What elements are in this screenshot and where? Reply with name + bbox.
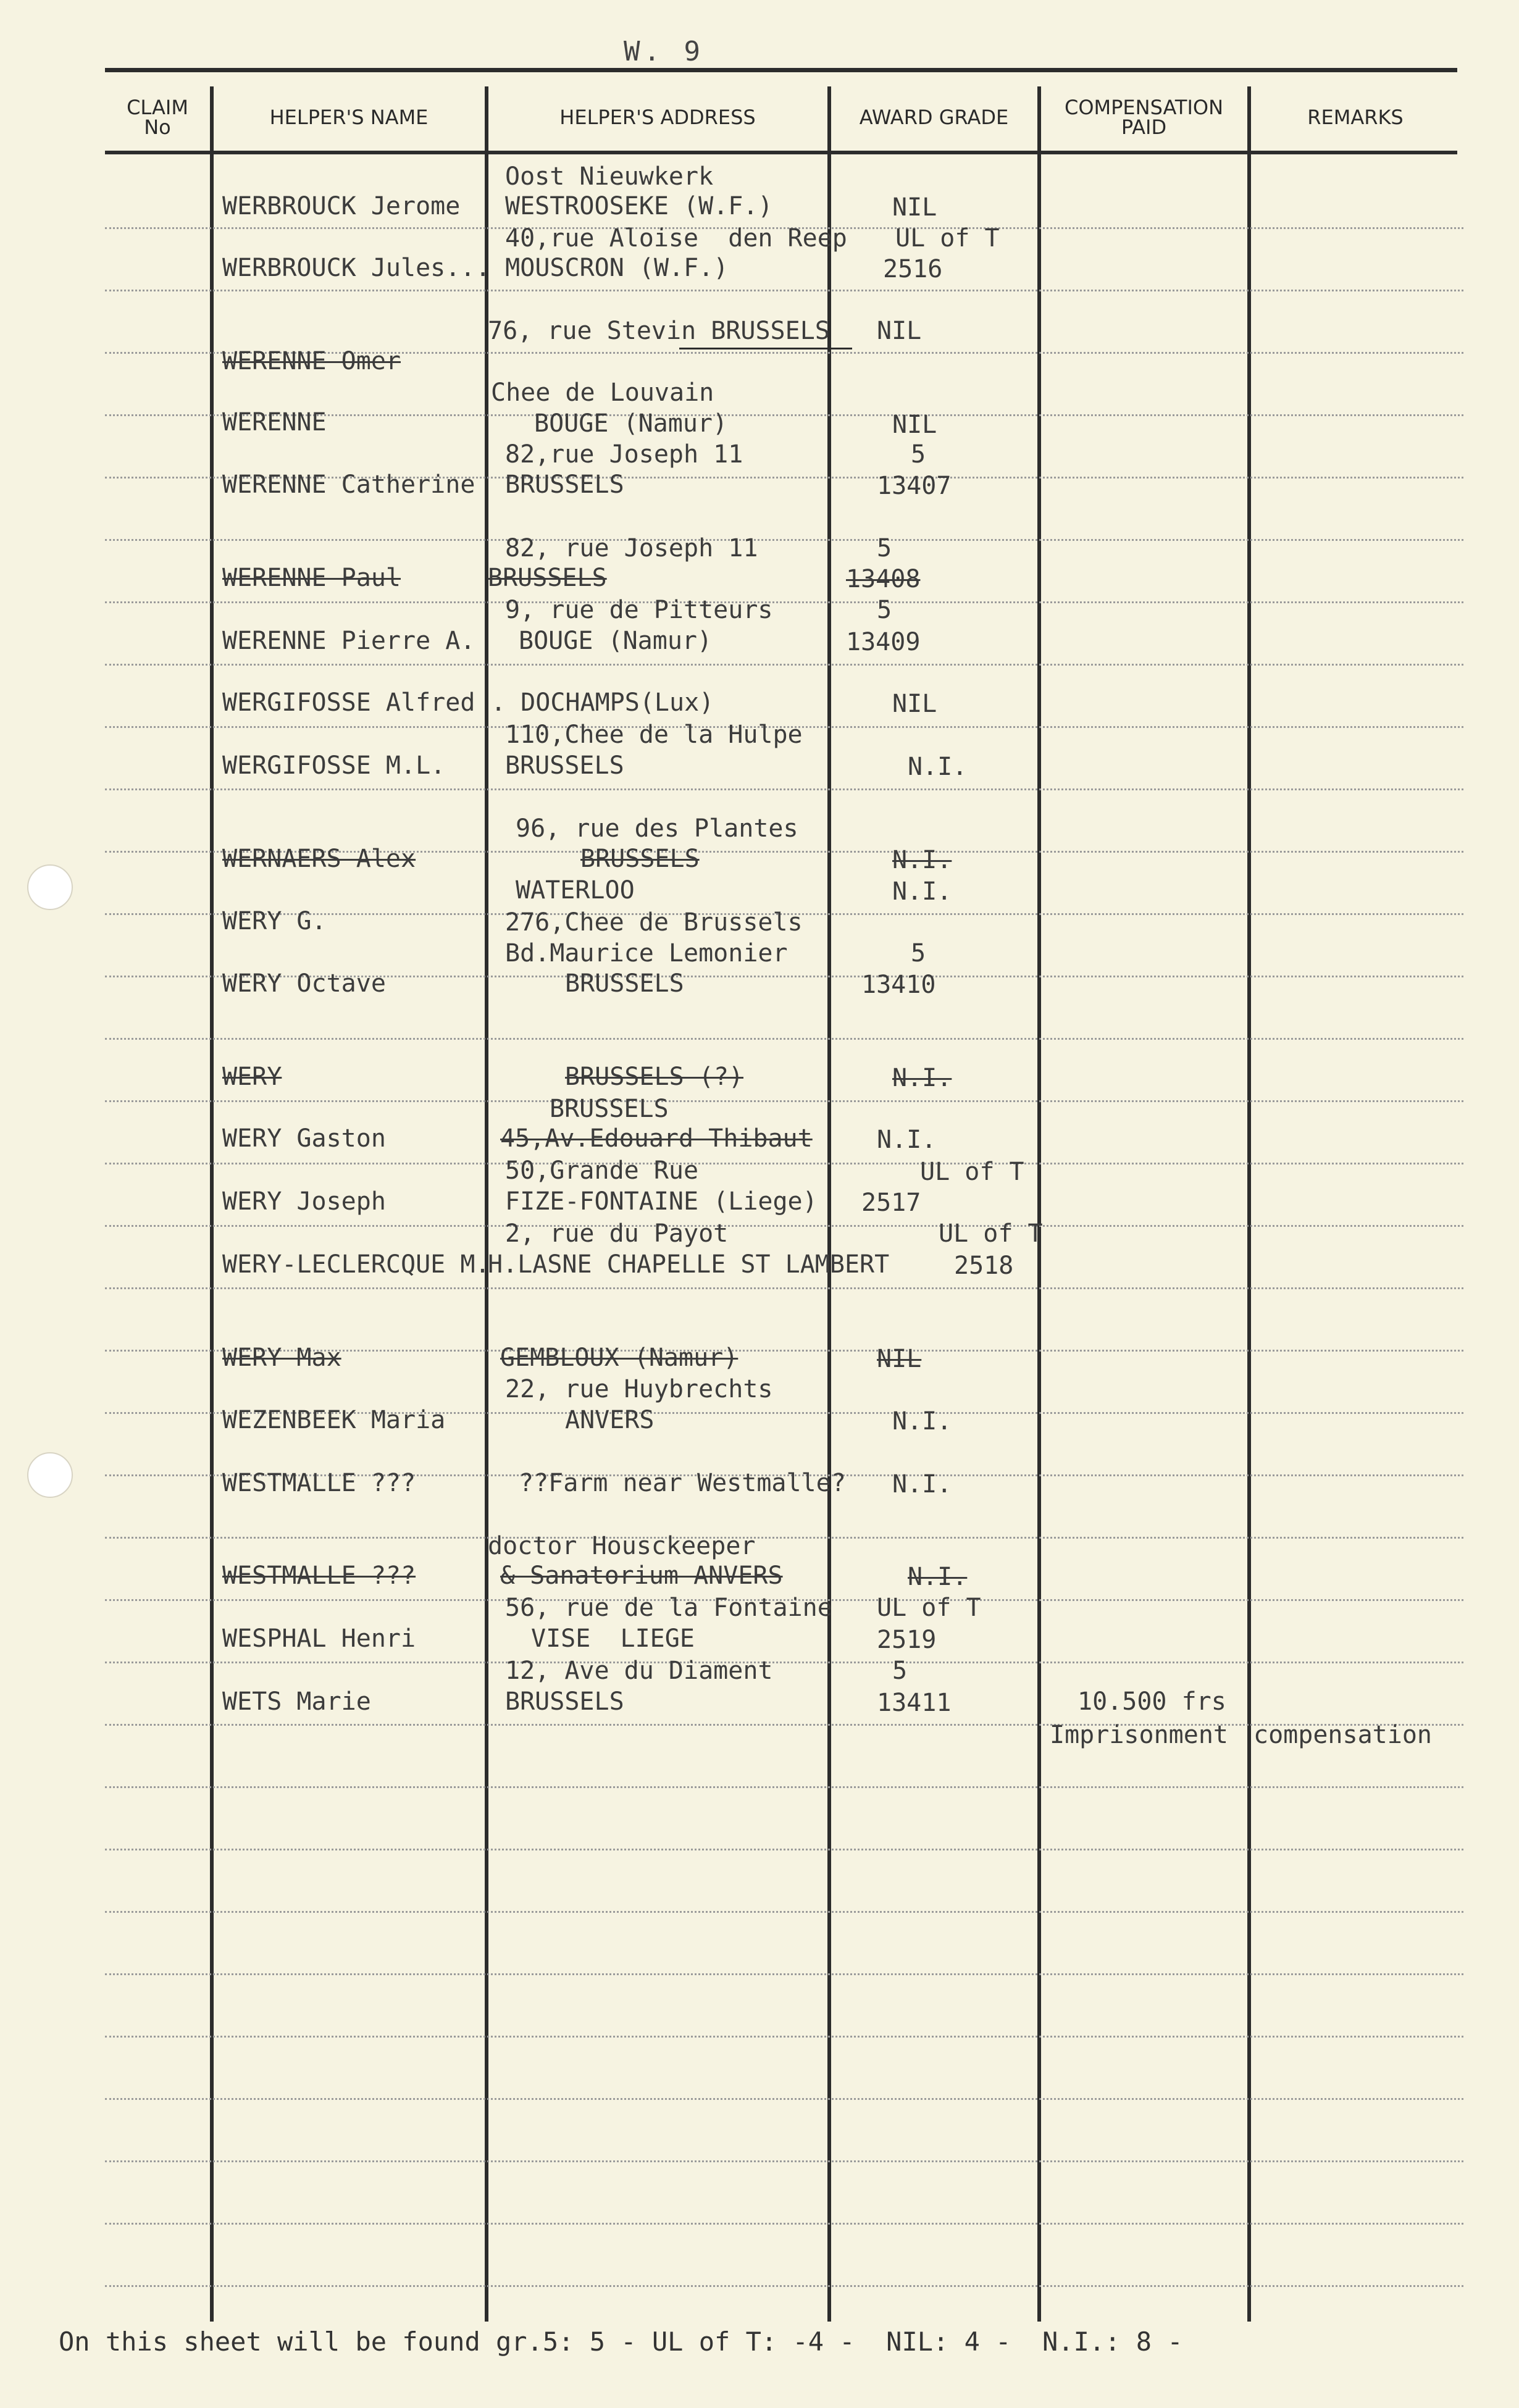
- award-grade-line2: N.I.: [908, 1563, 968, 1591]
- helper-name: WERENNE Paul: [222, 564, 401, 592]
- helper-name: WEZENBEEK Maria: [222, 1406, 446, 1434]
- row-guide-line: [105, 1287, 1463, 1289]
- helper-name: WERGIFOSSE M.L.: [222, 751, 446, 780]
- row-guide-line: [105, 1786, 1463, 1788]
- helper-address-line2: . MOUSCRON (W.F.): [475, 254, 729, 282]
- top-rule: [105, 68, 1457, 72]
- helper-address-line2: BRUSSELS (?): [565, 1063, 743, 1091]
- award-grade-line2: N.I.: [877, 1126, 937, 1154]
- helper-address-line1: 82, rue Joseph 11: [505, 534, 758, 562]
- award-grade-line1: UL of T: [920, 1158, 1024, 1186]
- row-guide-line: [105, 2223, 1463, 2225]
- helper-address-line2: ANVERS: [565, 1406, 655, 1434]
- award-grade-line2: 13408: [846, 565, 921, 593]
- helper-address-line1: BRUSSELS: [550, 1095, 669, 1123]
- column-divider-1: [210, 86, 214, 2322]
- award-grade-line1: UL of T: [895, 224, 1000, 253]
- helper-address-line1: 76, rue Stevin BRUSSELS: [488, 317, 830, 345]
- column-divider-3: [827, 86, 831, 2322]
- helper-address-line1: Oost Nieuwkerk: [505, 162, 714, 191]
- row-guide-line: [105, 1849, 1463, 1850]
- helper-name: WERENNE: [222, 408, 327, 437]
- award-grade-line2: N.I.: [908, 753, 968, 781]
- helper-address-line2: & Sanatorium ANVERS: [500, 1561, 783, 1590]
- helper-name: WESTMALLE ???: [222, 1469, 416, 1497]
- award-grade-line1: UL of T: [939, 1219, 1043, 1248]
- row-guide-line: [105, 539, 1463, 541]
- header-helper-name: HELPER'S NAME: [269, 106, 429, 129]
- award-grade-line1: N.I.: [892, 877, 952, 906]
- row-guide-line: [105, 290, 1463, 291]
- helper-address-line2: . DOCHAMPS(Lux): [491, 688, 714, 717]
- helper-name: WERENNE Omer: [222, 347, 401, 375]
- award-grade-line2: N.I.: [892, 1407, 952, 1436]
- helper-address-line1: 22, rue Huybrechts: [505, 1375, 773, 1403]
- helper-address-line1: doctor Housckeeper: [488, 1532, 756, 1560]
- column-divider-4: [1037, 86, 1041, 2322]
- helper-name: WERY-LECLERCQUE M.: [222, 1250, 490, 1279]
- helper-name: WERY G.: [222, 907, 327, 935]
- helper-address-line1: 82,rue Joseph 11: [505, 440, 743, 469]
- row-guide-line: [105, 2160, 1463, 2162]
- header-helper-address: HELPER'S ADDRESS: [559, 106, 756, 129]
- award-grade-line2: NIL: [892, 690, 937, 718]
- header-bottom-rule: [105, 151, 1457, 154]
- award-grade-line2: NIL: [877, 1345, 922, 1373]
- helper-address-line2: BRUSSELS: [580, 845, 700, 873]
- helper-name: WERNAERS Alex: [222, 845, 416, 873]
- helper-name: WESTMALLE ???: [222, 1561, 416, 1590]
- row-guide-line: [105, 1225, 1463, 1227]
- helper-address-line2: BRUSSELS: [565, 969, 684, 998]
- helper-address-line2: BRUSSELS: [505, 470, 624, 499]
- award-grade-line2: N.I.: [892, 1470, 952, 1499]
- header-award-grade: AWARD GRADE: [859, 106, 1009, 129]
- row-guide-line: [105, 2036, 1463, 2038]
- remarks-text: compensation: [1253, 1721, 1432, 1749]
- helper-address-line2: 276,Chee de Brussels: [505, 908, 803, 937]
- helper-address-line2: BRUSSELS: [505, 1687, 624, 1716]
- row-guide-line: [105, 2098, 1463, 2100]
- row-guide-line: [105, 1911, 1463, 1913]
- row-guide-line: [105, 664, 1463, 666]
- award-grade-line2: 13407: [877, 472, 952, 500]
- award-grade-line2: NIL: [892, 193, 937, 222]
- row-guide-line: [105, 1662, 1463, 1663]
- helper-name: WESPHAL Henri: [222, 1624, 416, 1653]
- row-guide-line: [105, 1038, 1463, 1040]
- compensation-reason: Imprisonment: [1050, 1721, 1228, 1749]
- award-grade-line2: 2516: [883, 255, 943, 283]
- helper-address-line2: BRUSSELS: [488, 564, 607, 592]
- helper-name: WERBROUCK Jules..: [222, 254, 475, 282]
- helper-address-line2: ??Farm near Westmalle?: [519, 1469, 846, 1497]
- helper-name: WERENNE Catherine: [222, 470, 475, 499]
- sheet-summary-footer: On this sheet will be found gr.5: 5 - UL of T: -4 - NIL: 4 - N.I.: 8 -: [59, 2326, 1183, 2357]
- helper-address-line1: 56, rue de la Fontaine: [505, 1594, 832, 1622]
- page-number: W. 9: [624, 36, 704, 67]
- helper-address-line1: 110,Chee de la Hulpe: [505, 721, 803, 749]
- helper-name: WERGIFOSSE Alfred: [222, 688, 475, 717]
- award-grade-line1: 5: [877, 596, 892, 624]
- award-grade-line1: 5: [911, 440, 926, 469]
- helper-address-line1: 9, rue de Pitteurs: [505, 596, 773, 624]
- helper-address-line2: FIZE-FONTAINE (Liege): [505, 1187, 818, 1216]
- header-remarks: REMARKS: [1307, 106, 1404, 129]
- address-underline: [679, 348, 852, 349]
- award-grade-line1: 5: [911, 939, 926, 968]
- helper-address-line1: WATERLOO: [516, 876, 635, 905]
- helper-address-line2: BOUGE (Namur): [534, 409, 728, 438]
- helper-name: WERY Gaston: [222, 1124, 386, 1153]
- row-guide-line: [105, 1973, 1463, 1975]
- row-guide-line: [105, 1537, 1463, 1539]
- column-divider-5: [1247, 86, 1251, 2322]
- row-guide-line: [105, 788, 1463, 790]
- award-grade-line1: 5: [892, 1657, 908, 1685]
- row-guide-line: [105, 601, 1463, 603]
- award-grade-line2: 2518: [954, 1252, 1014, 1280]
- award-grade-line2: 13411: [877, 1689, 952, 1717]
- helper-name: WETS Marie: [222, 1687, 371, 1716]
- helper-address-line1: 12, Ave du Diament: [505, 1657, 773, 1685]
- award-grade-line1: 5: [877, 534, 892, 562]
- helper-address-line2: H.LASNE CHAPELLE ST LAMBERT: [488, 1250, 890, 1279]
- award-grade-line2: 2519: [877, 1626, 937, 1654]
- punch-hole-top: [27, 864, 73, 910]
- helper-address-line1: Chee de Louvain: [491, 378, 714, 407]
- header-claim-no: CLAIM No: [127, 96, 188, 139]
- award-grade-line2: NIL: [892, 411, 937, 439]
- punch-hole-bottom: [27, 1452, 73, 1498]
- helper-address-line2: WESTROOSEKE (W.F.): [505, 192, 773, 220]
- row-guide-line: [105, 1100, 1463, 1102]
- helper-name: WERY Joseph: [222, 1187, 386, 1216]
- helper-address-line1: 96, rue des Plantes: [516, 814, 798, 843]
- helper-name: WERY Octave: [222, 969, 386, 998]
- helper-name: WERENNE Pierre A.: [222, 627, 475, 655]
- row-guide-line: [105, 2285, 1463, 2287]
- header-compensation-paid: COMPENSATION PAID: [1064, 96, 1223, 139]
- helper-address-line2: 45,Av.Edouard Thibaut: [500, 1124, 813, 1153]
- helper-name: WERBROUCK Jerome: [222, 192, 461, 220]
- compensation-amount: 10.500 frs: [1078, 1687, 1226, 1716]
- award-grade-line2: N.I.: [892, 846, 952, 874]
- column-divider-2: [485, 86, 488, 2322]
- helper-address-line1: 2, rue du Payot: [505, 1219, 729, 1248]
- helper-address-line2: GEMBLOUX (Namur): [500, 1344, 739, 1372]
- helper-address-line2: BRUSSELS: [505, 751, 624, 780]
- award-grade-line1: NIL: [877, 317, 922, 345]
- award-grade-line2: 13409: [846, 628, 921, 656]
- helper-address-line1: 40,rue Aloise den Reep: [505, 224, 847, 253]
- helper-address-line1: 50,Grande Rue: [505, 1156, 699, 1185]
- helper-name: WERY Max: [222, 1344, 341, 1372]
- award-grade-line2: N.I.: [892, 1064, 952, 1092]
- helper-address-line2: BOUGE (Namur): [519, 627, 713, 655]
- helper-name: WERY: [222, 1063, 282, 1091]
- award-grade-line2: 13410: [861, 971, 936, 999]
- helper-address-line2: VISE LIEGE: [531, 1624, 695, 1653]
- award-grade-line2: 2517: [861, 1189, 921, 1217]
- award-grade-line1: UL of T: [877, 1594, 981, 1622]
- helper-address-line1: Bd.Maurice Lemonier: [505, 939, 788, 968]
- row-guide-line: [105, 1163, 1463, 1164]
